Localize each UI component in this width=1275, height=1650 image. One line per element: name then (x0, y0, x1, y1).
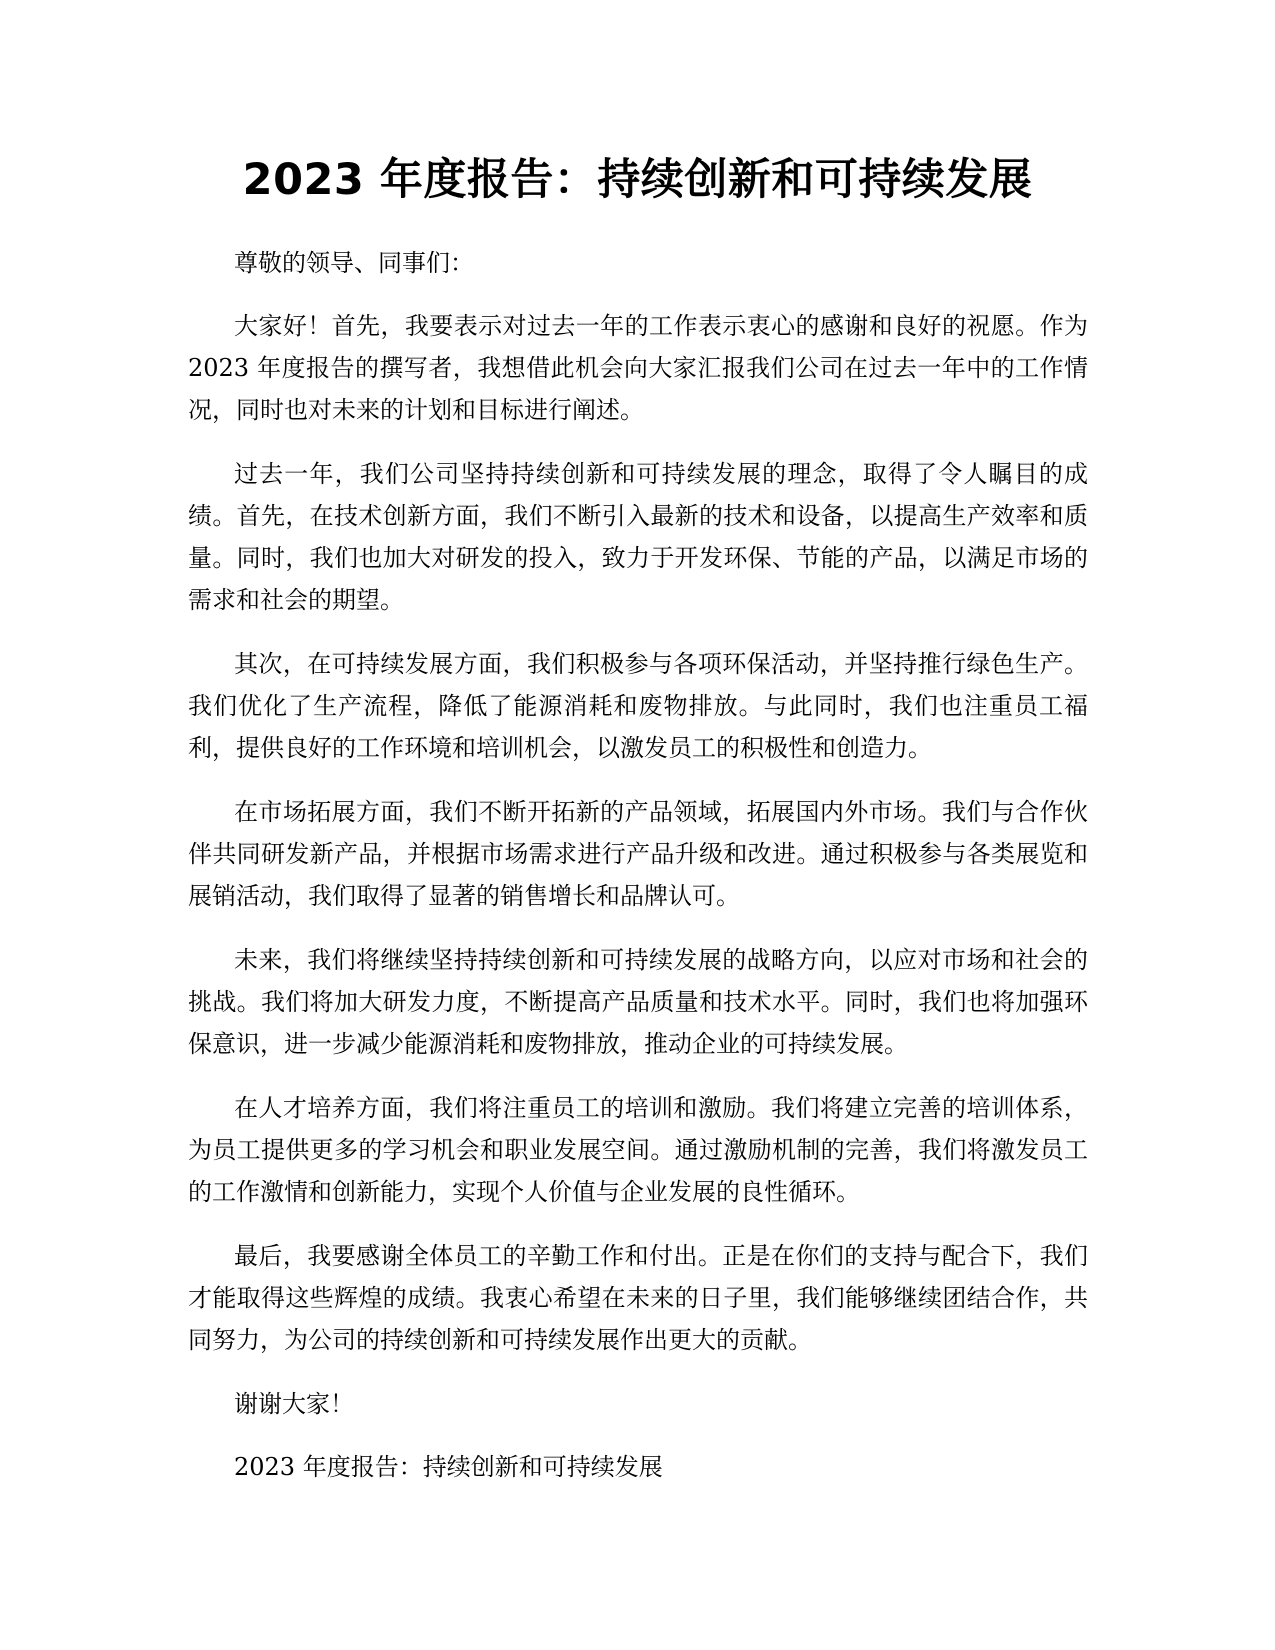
paragraph-greeting: 大家好！首先，我要表示对过去一年的工作表示衷心的感谢和良好的祝愿。作为 2023 年度报告的撰写者，我想借此机会向大家汇报我们公司在过去一年中的工作情况，同时也对未来的计划和目标进行阐述。 (188, 312, 1088, 424)
thanks-line: 谢谢大家！ (234, 1390, 354, 1418)
footer-title: 2023 年度报告：持续创新和可持续发展 (234, 1453, 663, 1481)
paragraph-market: 在市场拓展方面，我们不断开拓新的产品领域，拓展国内外市场。我们与合作伙伴共同研发新产品，并根据市场需求进行产品升级和改进。通过积极参与各类展览和展销活动，我们取得了显著的销售增长和品牌认可。 (188, 798, 1088, 910)
paragraph-talent: 在人才培养方面，我们将注重员工的培训和激励。我们将建立完善的培训体系，为员工提供更多的学习机会和职业发展空间。通过激励机制的完善，我们将激发员工的工作激情和创新能力，实现个人价值与企业发展的良性循环。 (188, 1094, 1088, 1206)
paragraph-future: 未来，我们将继续坚持持续创新和可持续发展的战略方向，以应对市场和社会的挑战。我们将加大研发力度，不断提高产品质量和技术水平。同时，我们也将加强环保意识，进一步减少能源消耗和废物排放，推动企业的可持续发展。 (188, 946, 1088, 1058)
paragraph-sustainability: 其次，在可持续发展方面，我们积极参与各项环保活动，并坚持推行绿色生产。我们优化了生产流程，降低了能源消耗和废物排放。与此同时，我们也注重员工福利，提供良好的工作环境和培训机会，以激发员工的积极性和创造力。 (188, 650, 1088, 762)
document-body (188, 242, 1088, 1509)
salutation: 尊敬的领导、同事们： (234, 249, 474, 277)
paragraph-past-year: 过去一年，我们公司坚持持续创新和可持续发展的理念，取得了令人瞩目的成绩。首先，在技术创新方面，我们不断引入最新的技术和设备，以提高生产效率和质量。同时，我们也加大对研发的投入，致力于开发环保、节能的产品，以满足市场的需求和社会的期望。 (188, 460, 1088, 614)
document-title: 2023 年度报告：持续创新和可持续发展 (242, 155, 1033, 205)
paragraph-closing: 最后，我要感谢全体员工的辛勤工作和付出。正是在你们的支持与配合下，我们才能取得这些辉煌的成绩。我衷心希望在未来的日子里，我们能够继续团结合作，共同努力，为公司的持续创新和可持续发展作出更大的贡献。 (188, 1242, 1088, 1354)
